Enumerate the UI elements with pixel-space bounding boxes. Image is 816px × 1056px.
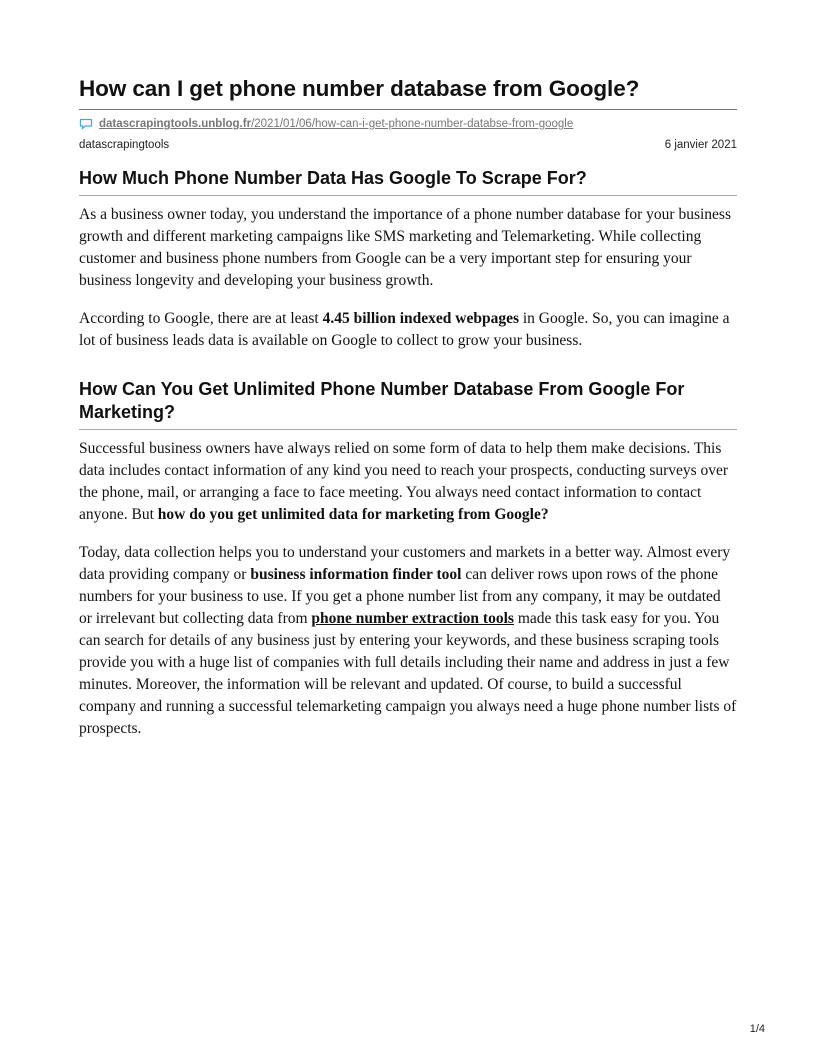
unlimited-data-highlight: how do you get unlimited data for marketing from Google? <box>157 506 549 523</box>
section1-paragraph-1: As a business owner today, you understand the importance of a phone number database for your business growth and different marketing campaigns like SMS marketing and Telemarketing. While collecting customer and business phone numbers from Google can be a very important step for ensuring your business longevity and developing your business growth. <box>79 206 731 289</box>
title-divider <box>79 109 737 110</box>
section-heading-2: How Can You Get Unlimited Phone Number Database From Google For Marketing? <box>79 379 685 422</box>
article-meta <box>79 139 737 151</box>
source-path: /2021/01/06/how-can-i-get-phone-number-databse-from-google <box>251 118 574 130</box>
indexed-webpages-highlight: 4.45 billion indexed webpages <box>322 310 519 327</box>
section1-paragraph-2: According to Google, there are at least 4.45 billion indexed webpages in Google. So, you can imagine a lot of business leads data is available on Google to collect to grow your business. <box>79 310 730 349</box>
author-name: datascrapingtools <box>79 139 170 151</box>
source-domain: datascrapingtools.unblog.fr <box>99 118 252 130</box>
comment-link-icon <box>79 118 93 130</box>
business-finder-highlight: business information finder tool <box>250 566 462 583</box>
section2-paragraph-1: Successful business owners have always relied on some form of data to help them make decisions. This data includes contact information of any kind you need to reach your prospects, conducting surveys over the phone, mail, or arranging a face to face meeting. You always need contact information to contact anyone. But how do you get unlimited data for marketing from Google? <box>79 440 729 523</box>
document-page <box>79 0 737 740</box>
page-title: How can I get phone number database from Google? <box>79 76 640 101</box>
source-url-link[interactable] <box>99 118 573 130</box>
source-url-line <box>79 118 737 130</box>
section-heading-1: How Much Phone Number Data Has Google To Scrape For? <box>79 168 587 188</box>
section-divider-2 <box>79 429 737 430</box>
page-number: 1/4 <box>749 1023 765 1035</box>
publish-date: 6 janvier 2021 <box>664 139 737 151</box>
phone-extraction-tools-link[interactable]: phone number extraction tools <box>311 610 514 627</box>
section2-paragraph-2: Today, data collection helps you to understand your customers and markets in a better way. Almost every data providing company or business information finder tool can deliver rows upon rows of the phone numbers for your business to use. If you get a phone number list from any company, it may be outdated or irrelevant but collecting data from phone number extraction tools made this task easy for you. You can search for details of any business just by entering your keywords, and these business scraping tools provide you with a huge list of companies with full details including their name and address in just a few minutes. Moreover, the information will be relevant and updated. Of course, to build a successful company and running a successful telemarketing campaign you always need a huge phone number lists of prospects. <box>79 544 737 737</box>
section-divider-1 <box>79 195 737 196</box>
